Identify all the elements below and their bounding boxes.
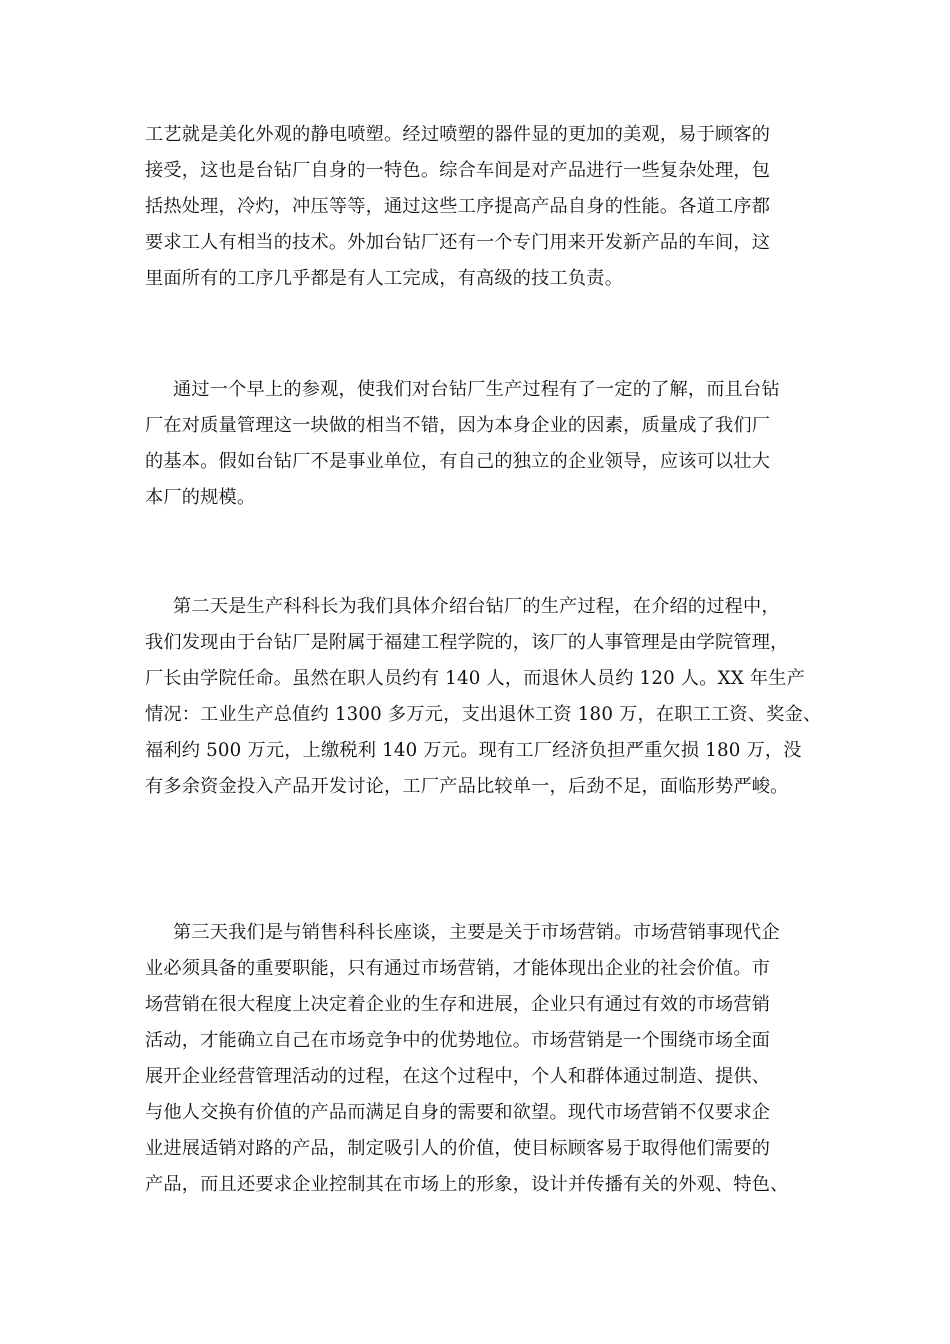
text-line: 福利约 500 万元，上缴税利 140 万元。现有工厂经济负担严重欠损 180 万，没 xyxy=(145,740,802,761)
text-line: 接受，这也是台钻厂自身的一特色。综合车间是对产品进行一些复杂处理，包 xyxy=(145,160,771,181)
text-line: 业必须具备的重要职能，只有通过市场营销，才能体现出企业的社会价值。市 xyxy=(145,958,771,979)
text-line-first: 第三天我们是与销售科科长座谈，主要是关于市场营销。市场营销事现代企 xyxy=(173,922,780,943)
text-line: 括热处理，冷灼，冲压等等，通过这些工序提高产品自身的性能。各道工序都 xyxy=(145,196,771,217)
paragraph-1 xyxy=(145,117,810,297)
text-line: 厂在对质量管理这一块做的相当不错，因为本身企业的因素，质量成了我们厂 xyxy=(145,415,771,436)
text-line: 我们发现由于台钻厂是附属于福建工程学院的，该厂的人事管理是由学院管理， xyxy=(145,632,789,653)
text-line-first: 第二天是生产科科长为我们具体介绍台钻厂的生产过程，在介绍的过程中， xyxy=(173,596,780,617)
text-line: 有多余资金投入产品开发讨论，工厂产品比较单一，后劲不足，面临形势严峻。 xyxy=(145,776,789,797)
paragraph-2 xyxy=(145,372,810,516)
text-line: 工艺就是美化外观的静电喷塑。经过喷塑的器件显的更加的美观，易于顾客的 xyxy=(145,124,771,145)
text-line: 场营销在很大程度上决定着企业的生存和进展，企业只有通过有效的市场营销 xyxy=(145,994,771,1015)
text-line: 展开企业经营管理活动的过程，在这个过程中，个人和群体通过制造、提供、 xyxy=(145,1066,771,1087)
text-line-first: 通过一个早上的参观，使我们对台钻厂生产过程有了一定的了解，而且台钻 xyxy=(173,379,780,400)
text-line: 产品，而且还要求企业控制其在市场上的形象，设计并传播有关的外观、特色、 xyxy=(145,1174,789,1195)
text-line: 业进展适销对路的产品，制定吸引人的价值，使目标顾客易于取得他们需要的 xyxy=(145,1138,771,1159)
text-line: 活动，才能确立自己在市场竞争中的优势地位。市场营销是一个围绕市场全面 xyxy=(145,1030,771,1051)
text-line: 本厂的规模。 xyxy=(145,487,256,508)
text-line: 的基本。假如台钻厂不是事业单位，有自己的独立的企业领导，应该可以壮大 xyxy=(145,451,771,472)
text-line: 要求工人有相当的技术。外加台钻厂还有一个专门用来开发新产品的车间，这 xyxy=(145,232,771,253)
text-line: 与他人交换有价值的产品而满足自身的需要和欲望。现代市场营销不仅要求企 xyxy=(145,1102,771,1123)
paragraph-4 xyxy=(145,915,810,1203)
text-line: 厂长由学院任命。虽然在职人员约有 140 人，而退休人员约 120 人。XX 年生产 xyxy=(145,668,806,689)
paragraph-3 xyxy=(145,589,822,805)
text-line: 里面所有的工序几乎都是有人工完成，有高级的技工负责。 xyxy=(145,268,624,289)
text-line: 情况：工业生产总值约 1300 多万元，支出退休工资 180 万，在职工工资、奖金、 xyxy=(145,704,822,725)
